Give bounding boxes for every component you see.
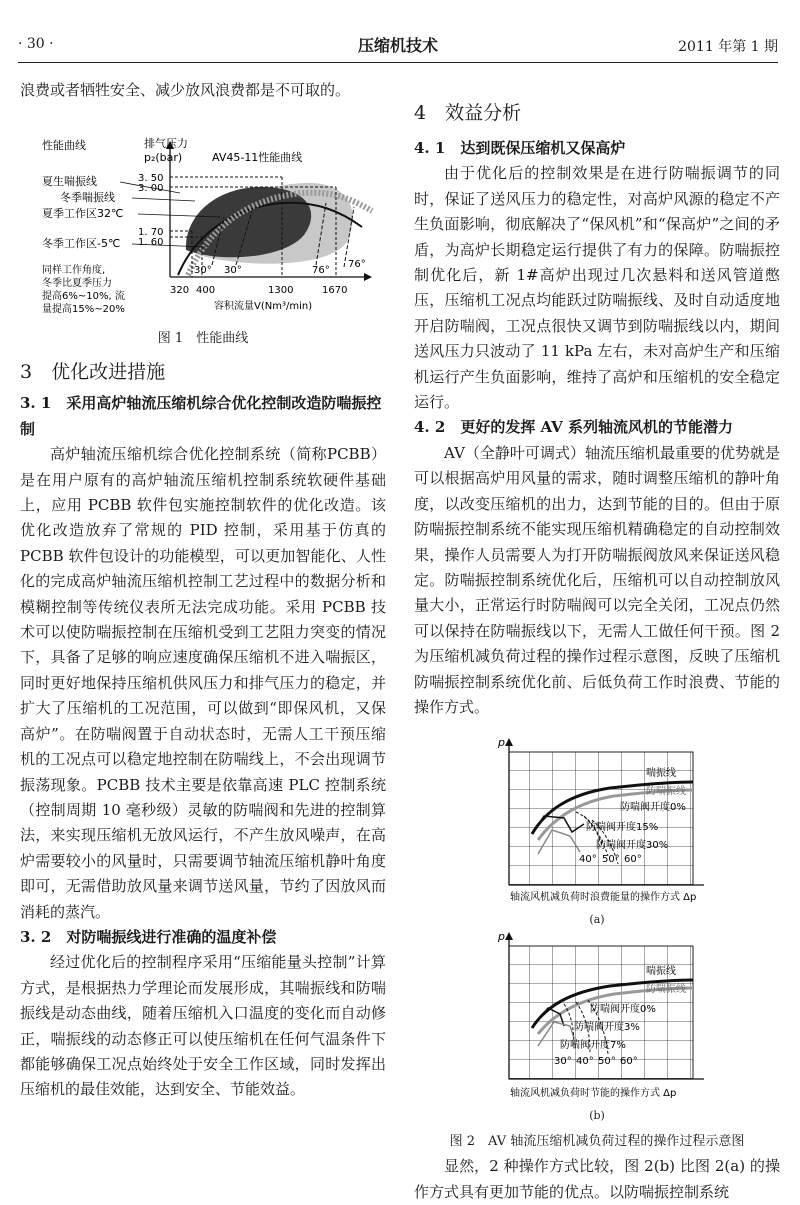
right-column xyxy=(414,96,780,1205)
fig1-angle: 76° xyxy=(348,259,366,271)
fig1-xtick: 320 xyxy=(170,285,190,297)
fig1-angle: 76° xyxy=(312,265,330,277)
fig2a-angle: 40° xyxy=(579,854,597,866)
closing-paragraph: 显然，2 种操作方式比较，图 2(b) 比图 2(a) 的操作方式具有更加节能的优点。以防喘振控制系统 xyxy=(414,1157,780,1201)
fig1-ylabel-1: 排气压力 xyxy=(144,137,188,151)
section-3-1-title: 3. 1 采用高炉轴流压缩机综合优化控制改造防喘振控制 xyxy=(20,394,382,438)
fig2a-sub-label: (a) xyxy=(589,913,605,927)
fig1-note-line-1: 同样工作角度, xyxy=(42,265,106,277)
fig1-ylabel-2: p₂(bar) xyxy=(144,151,183,165)
section-3-2-title: 3. 2 对防喘振线进行准确的温度补偿 xyxy=(20,927,277,946)
fig2a-xlabel: 轴流风机减负荷时浪费能量的操作方式 Δp xyxy=(510,892,697,904)
intro-paragraph: 浪费或者牺牲安全、减少放风浪费都是不可取的。 xyxy=(20,81,351,99)
fig2b-ylabel: p xyxy=(498,930,505,944)
fig2b-angle: 40° xyxy=(576,1056,594,1068)
figure-2b-chart xyxy=(414,926,780,1106)
fig2a-label-0pct: 防喘阀开度0% xyxy=(620,802,686,814)
fig2b-angle: 60° xyxy=(620,1056,638,1068)
fig1-xtick: 1300 xyxy=(268,285,294,297)
section-4-title: 4 效益分析 xyxy=(414,102,522,124)
journal-title: 压缩机技术 xyxy=(357,36,438,55)
fig1-ytick: 3. 00 xyxy=(138,183,164,195)
section-3-title: 3 优化改进措施 xyxy=(20,361,166,384)
fig2b-xlabel: 轴流风机减负荷时节能的操作方式 Δp xyxy=(510,1088,677,1100)
fig1-note-line-3: 提高6%~10%, 流 xyxy=(42,291,125,303)
fig2a-ylabel: p xyxy=(498,736,505,750)
fig1-label-winter-area: 冬季工作区-5℃ xyxy=(42,237,121,251)
fig1-label-winter-surge: 冬季喘振线 xyxy=(60,191,115,205)
left-column xyxy=(20,78,386,1103)
figure-2 xyxy=(414,732,780,1152)
page-header xyxy=(18,22,778,63)
section-4-2-title: 4. 2 更好的发挥 AV 系列轴流风机的节能潜力 xyxy=(414,418,733,437)
fig1-xtick: 400 xyxy=(196,285,216,297)
fig2b-angle: 30° xyxy=(554,1056,572,1068)
figure-2a-chart xyxy=(414,732,780,910)
fig1-ytick: 1. 60 xyxy=(138,237,164,249)
fig2a-label-surge: 喘振线 xyxy=(646,768,676,780)
performance-curve-chart xyxy=(20,107,386,325)
fig1-label-summer-surge: 夏生喘振线 xyxy=(42,175,97,189)
fig1-ytick: 1. 70 xyxy=(138,227,164,239)
figure-2-caption: 图 2 AV 轴流压缩机减负荷过程的操作过程示意图 xyxy=(449,1134,745,1150)
fig2b-label-surge: 喘振线 xyxy=(646,966,676,978)
fig2a-label-15pct: 防喘阀开度15% xyxy=(586,822,659,834)
fig1-xlabel: 容积流量V(Nm³/min) xyxy=(214,301,313,313)
section-3-2-body: 经过优化后的控制程序采用“压缩能量头控制”计算方式，是根据热力学理论而发展形成，其喘振线和防喘振线是动态曲线，随着压缩机入口温度的变化而自动修正，喘振线的动态修正可以使压缩机在任何气温条件下都能够确保工况点始终处于安全工作区域，同时发挥出压缩机的最佳效能，达到安全、节能效益。 xyxy=(20,953,386,1099)
fig1-angle: 30° xyxy=(194,265,212,277)
fig1-label-summer-area: 夏季工作区32℃ xyxy=(42,207,124,221)
fig1-xtick: 1670 xyxy=(322,285,348,297)
page-number: · 30 · xyxy=(18,36,54,52)
fig2b-label-anti-surge: 防喘振线 xyxy=(646,984,686,996)
section-4-1-title: 4. 1 达到既保压缩机又保高炉 xyxy=(414,139,626,157)
fig2b-sub-label: (b) xyxy=(589,1109,605,1123)
fig2a-angle: 50° xyxy=(602,854,620,866)
section-3-1-body: 高炉轴流压缩机综合优化控制系统（简称PCBB）是在用户原有的高炉轴流压缩机控制系统软硬件基础上，应用 PCBB 软件包实施控制软件的优化改造。该优化改造放弃了常规的 PID 控制，采用基于仿真的 PCBB 软件包设计的功能模型，可以更加智能化、人性化的完成高炉轴流压缩机控制工艺过程中的数据分析和模糊控制等传统仪表所无法完成功能。采用 PCBB 技术可以使防喘振控制在压缩机受到工艺阻力突变的情况下，具备了足够的响应速度确保压缩机不进入喘振区，同时更好地保持压缩机供风压力和排气压力的稳定，并扩大了压缩机的工况范围，可以做到“即保风机，又保高炉”。在防喘阀置于自动状态时，无需人工干预压缩机的工况点可以稳定地控制在防喘线上，不会出现调节振荡现象。PCBB 技术主要是依靠高速 PLC 控制系统（控制周期 10 毫秒级）灵敏的防喘阀和先进的控制算法，来实现压缩机无放风运行，不产生放风噪声，在高炉需要较小的风量时，只需要调节轴流压缩机静叶角度即可，无需借助放风量来调节送风量，节约了因放风而消耗的蒸汽。 xyxy=(20,445,386,921)
fig2b-label-3pct: 防喘阀开度3% xyxy=(574,1022,640,1034)
fig2a-label-30pct: 防喘阀开度30% xyxy=(596,840,669,852)
fig2b-angle: 50° xyxy=(598,1056,616,1068)
figure-1 xyxy=(20,107,386,345)
fig2a-label-anti-surge: 防喘振线 xyxy=(646,786,686,798)
fig1-legend-title: 性能曲线 xyxy=(42,139,86,153)
fig1-title: AV45-11性能曲线 xyxy=(212,151,303,165)
section-4-2-body: AV（全静叶可调式）轴流压缩机最重要的优势就是可以根据高炉用风量的需求，随时调整压缩机的静叶角度，以改变压缩机的出力，达到节能的目的。但由于原防喘振控制系统不能实现压缩机精确稳定的自动控制效果，操作人员需要人为打开防喘振阀放风来保证送风稳定。防喘振控制系统优化后，压缩机可以自动控制放风量大小，正常运行时防喘阀可以完全关闭，工况点仍然可以保持在防喘振线以下，无需人工做任何干预。图 2 为压缩机减负荷过程的操作过程示意图，反映了压缩机防喘振控制系统优化前、后低负荷工作时浪费、节能的操作方式。 xyxy=(414,443,780,716)
fig2a-angle: 60° xyxy=(624,854,642,866)
fig2b-label-7pct: 防喘阀开度7% xyxy=(560,1040,626,1052)
fig1-angle: 30° xyxy=(224,265,242,277)
fig2b-label-0pct: 防喘阀开度0% xyxy=(590,1004,656,1016)
issue-label: 2011 年第 1 期 xyxy=(678,39,778,55)
fig1-note-line-2: 冬季比夏季压力 xyxy=(42,278,112,290)
section-4-1-body: 由于优化后的控制效果是在进行防喘振调节的同时，保证了送风压力的稳定性，对高炉风源的稳定不产生负面影响，彻底解决了“保风机”和“保高炉”之间的矛盾，为高炉长期稳定运行提供了有力的保障。防喘振控制优化后，新 1#高炉出现过几次悬料和送风管道憋压，压缩机工况点均能跃过防喘振线、及时自动适度地开启防喘阀，工况点很快又调节到防喘振线以内，期间送风压力只波动了 11 kPa 左右，未对高炉生产和压缩机运行产生负面影响，维持了高炉和压缩机的安全稳定运行。 xyxy=(414,164,780,412)
fig1-ytick: 3. 50 xyxy=(138,173,164,185)
figure-1-caption: 图 1 性能曲线 xyxy=(157,331,249,347)
fig1-note-line-4: 量提高15%~20% xyxy=(42,304,125,316)
